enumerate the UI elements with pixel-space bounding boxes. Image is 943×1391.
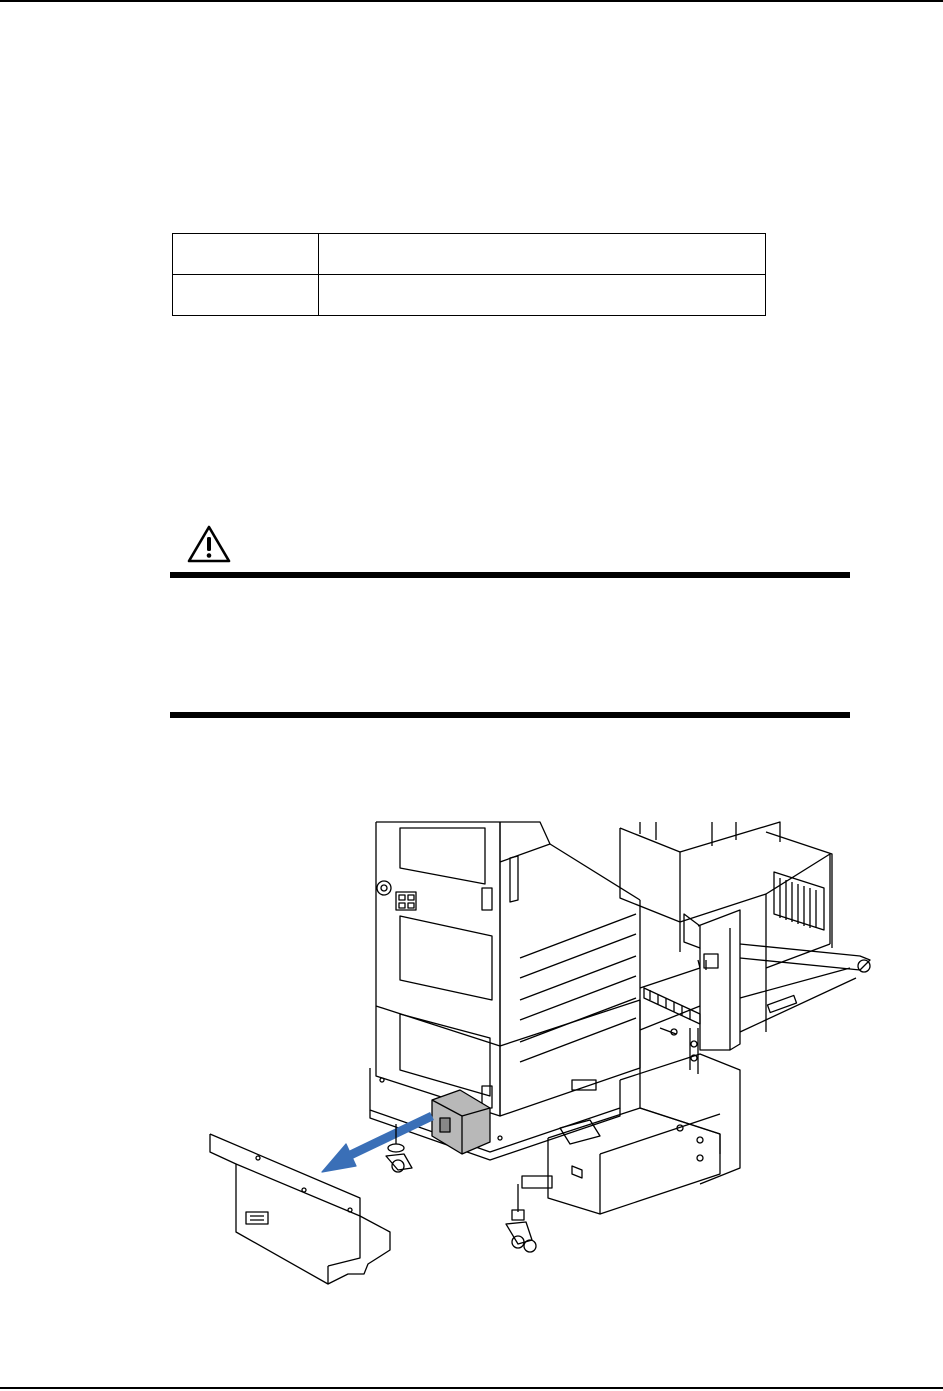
table-row (173, 275, 766, 316)
warning-bar-bottom (170, 712, 850, 718)
removal-arrow (322, 1116, 432, 1172)
lower-cart (522, 1000, 740, 1214)
machine-cover-removal-drawing (200, 818, 880, 1290)
table-cell-value (319, 275, 766, 316)
cover-panel (210, 1134, 390, 1284)
cabinet (376, 822, 640, 1116)
table-cell-value (319, 234, 766, 275)
open-frame (620, 822, 870, 1050)
table-cell-label (173, 275, 319, 316)
warning-bar-top (170, 572, 850, 578)
spec-table (172, 233, 766, 316)
warning-triangle-icon (186, 524, 232, 564)
footer-rule (0, 1387, 943, 1389)
header-rule (0, 0, 943, 2)
removed-component (432, 1090, 490, 1154)
table-cell-label (173, 234, 319, 275)
table-row (173, 234, 766, 275)
